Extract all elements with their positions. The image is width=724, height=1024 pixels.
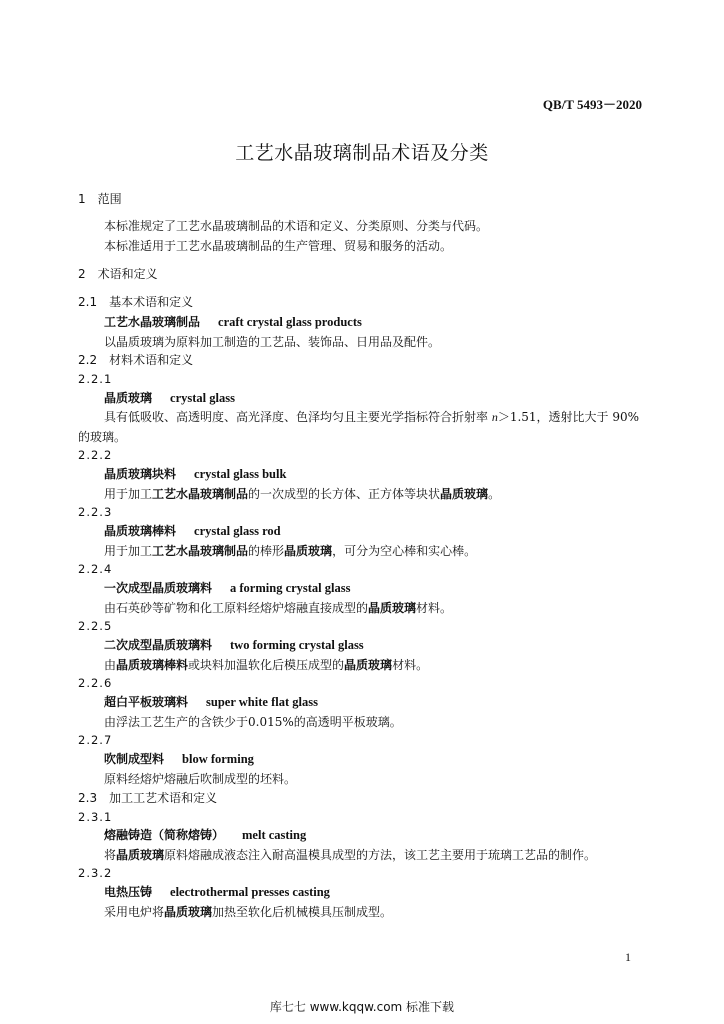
clause-number-2-2-6: 2.2.6 bbox=[78, 676, 113, 690]
def-term-ref: 晶质玻璃 bbox=[344, 658, 393, 672]
section-1-para-2: 本标准适用于工艺水晶玻璃制品的生产管理、贸易和服务的活动。 bbox=[104, 239, 453, 253]
definition-2-2-6: 由浮法工艺生产的含铁少于0.015%的高透明平板玻璃。 bbox=[104, 715, 402, 729]
def-term-ref: 晶质玻璃棒料 bbox=[116, 658, 189, 672]
def-text: 或块料加温软化后模压成型的 bbox=[188, 658, 345, 672]
term-2-1 bbox=[104, 314, 362, 330]
term-en: crystal glass rod bbox=[194, 524, 281, 538]
term-en: electrothermal presses casting bbox=[170, 885, 330, 899]
term-en: crystal glass bbox=[170, 391, 235, 405]
def-term-ref: 工艺水晶玻璃制品 bbox=[152, 487, 249, 501]
section-2-3-heading: 2.3 加工工艺术语和定义 bbox=[78, 791, 218, 805]
term-cn: 吹制成型料 bbox=[104, 752, 165, 766]
def-text: 材料。 bbox=[392, 658, 429, 672]
term-cn: 熔融铸造（简称熔铸） bbox=[104, 828, 225, 842]
def-term-ref: 工艺水晶玻璃制品 bbox=[152, 544, 249, 558]
term-2-2-7 bbox=[104, 751, 254, 767]
definition-2-2-1 bbox=[104, 409, 639, 425]
section-2-2-heading: 2.2 材料术语和定义 bbox=[78, 353, 194, 367]
term-cn: 工艺水晶玻璃制品 bbox=[104, 315, 201, 329]
clause-number-2-2-2: 2.2.2 bbox=[78, 448, 113, 462]
term-en: blow forming bbox=[182, 752, 254, 766]
def-text: 具有低吸收、高透明度、高光泽度、色泽均匀且主要光学指标符合折射率 bbox=[104, 410, 492, 424]
def-text: 用于加工 bbox=[104, 544, 153, 558]
def-text: 采用电炉将 bbox=[104, 905, 165, 919]
clause-number-2-2-7: 2.2.7 bbox=[78, 733, 113, 747]
term-en: crystal glass bulk bbox=[194, 467, 287, 481]
definition-2-2-5 bbox=[104, 657, 428, 673]
clause-number-2-3-1: 2.3.1 bbox=[78, 810, 113, 824]
document-title: 工艺水晶玻璃制品术语及分类 bbox=[235, 142, 489, 164]
def-term-ref: 晶质玻璃 bbox=[164, 905, 213, 919]
clause-number-2-2-4: 2.2.4 bbox=[78, 562, 113, 576]
term-cn: 晶质玻璃棒料 bbox=[104, 524, 177, 538]
term-2-2-5 bbox=[104, 637, 364, 653]
def-text: 由 bbox=[104, 658, 117, 672]
def-term-ref: 晶质玻璃 bbox=[116, 848, 165, 862]
term-cn: 一次成型晶质玻璃料 bbox=[104, 581, 213, 595]
term-2-3-2 bbox=[104, 884, 330, 900]
term-2-2-1 bbox=[104, 390, 235, 406]
definition-2-2-3 bbox=[104, 543, 476, 559]
standard-code: QB/T 5493－2020 bbox=[542, 97, 642, 112]
def-text: 的棒形 bbox=[248, 544, 285, 558]
section-2-1-heading: 2.1 基本术语和定义 bbox=[78, 295, 194, 309]
definition-2-2-7: 原料经熔炉熔融后吹制成型的坯料。 bbox=[104, 772, 297, 786]
clause-number-2-2-3: 2.2.3 bbox=[78, 505, 113, 519]
term-en: melt casting bbox=[242, 828, 307, 842]
term-2-3-1 bbox=[104, 827, 306, 843]
term-cn: 电热压铸 bbox=[104, 885, 153, 899]
term-en: super white flat glass bbox=[206, 695, 318, 709]
def-text: ，可分为空心棒和实心棒。 bbox=[332, 544, 477, 558]
def-term-ref: 晶质玻璃 bbox=[440, 487, 489, 501]
definition-2-2-1-cont: 的玻璃。 bbox=[78, 430, 127, 444]
term-2-2-6 bbox=[104, 694, 318, 710]
section-1-para-1: 本标准规定了工艺水晶玻璃制品的术语和定义、分类原则、分类与代码。 bbox=[104, 219, 489, 233]
def-text: 用于加工 bbox=[104, 487, 153, 501]
def-text: 由石英砂等矿物和化工原料经熔炉熔融直接成型的 bbox=[104, 601, 369, 615]
term-2-2-2 bbox=[104, 466, 286, 482]
def-text: 将 bbox=[104, 848, 117, 862]
term-cn: 超白平板玻璃料 bbox=[104, 695, 189, 709]
def-text: 的一次成型的长方体、正方体等块状 bbox=[248, 487, 441, 501]
def-text: 。 bbox=[488, 487, 501, 501]
definition-2-2-4 bbox=[104, 600, 452, 616]
term-cn: 晶质玻璃块料 bbox=[104, 467, 177, 481]
clause-number-2-3-2: 2.3.2 bbox=[78, 866, 113, 880]
def-text: ＞1.51，透射比大于 90% bbox=[497, 410, 640, 424]
def-text: 加热至软化后机械模具压制成型。 bbox=[212, 905, 393, 919]
def-term-ref: 晶质玻璃 bbox=[284, 544, 333, 558]
term-en: craft crystal glass products bbox=[218, 315, 362, 329]
term-2-2-3 bbox=[104, 523, 281, 539]
definition-2-2-2 bbox=[104, 486, 500, 502]
section-2-heading: 2 术语和定义 bbox=[78, 267, 158, 281]
section-1-heading: 1 范围 bbox=[78, 192, 122, 206]
definition-2-1: 以晶质玻璃为原料加工制造的工艺品、装饰品、日用品及配件。 bbox=[104, 335, 441, 349]
term-2-2-4 bbox=[104, 580, 351, 596]
page-number: 1 bbox=[625, 950, 631, 964]
def-text: 材料。 bbox=[416, 601, 453, 615]
definition-2-3-1 bbox=[104, 847, 596, 863]
def-text: 原料熔融成液态注入耐高温模具成型的方法，该工艺主要用于琉璃工艺品的制作。 bbox=[164, 848, 597, 862]
term-en: a forming crystal glass bbox=[230, 581, 351, 595]
definition-2-3-2 bbox=[104, 904, 392, 920]
term-cn: 二次成型晶质玻璃料 bbox=[104, 638, 213, 652]
term-en: two forming crystal glass bbox=[230, 638, 364, 652]
footer-watermark-text: 库七七 www.kqqw.com 标准下载 bbox=[269, 1000, 455, 1014]
clause-number-2-2-1: 2.2.1 bbox=[78, 372, 113, 386]
def-term-ref: 晶质玻璃 bbox=[368, 601, 417, 615]
def-variable: n bbox=[491, 410, 498, 424]
clause-number-2-2-5: 2.2.5 bbox=[78, 619, 113, 633]
term-cn: 晶质玻璃 bbox=[104, 391, 153, 405]
